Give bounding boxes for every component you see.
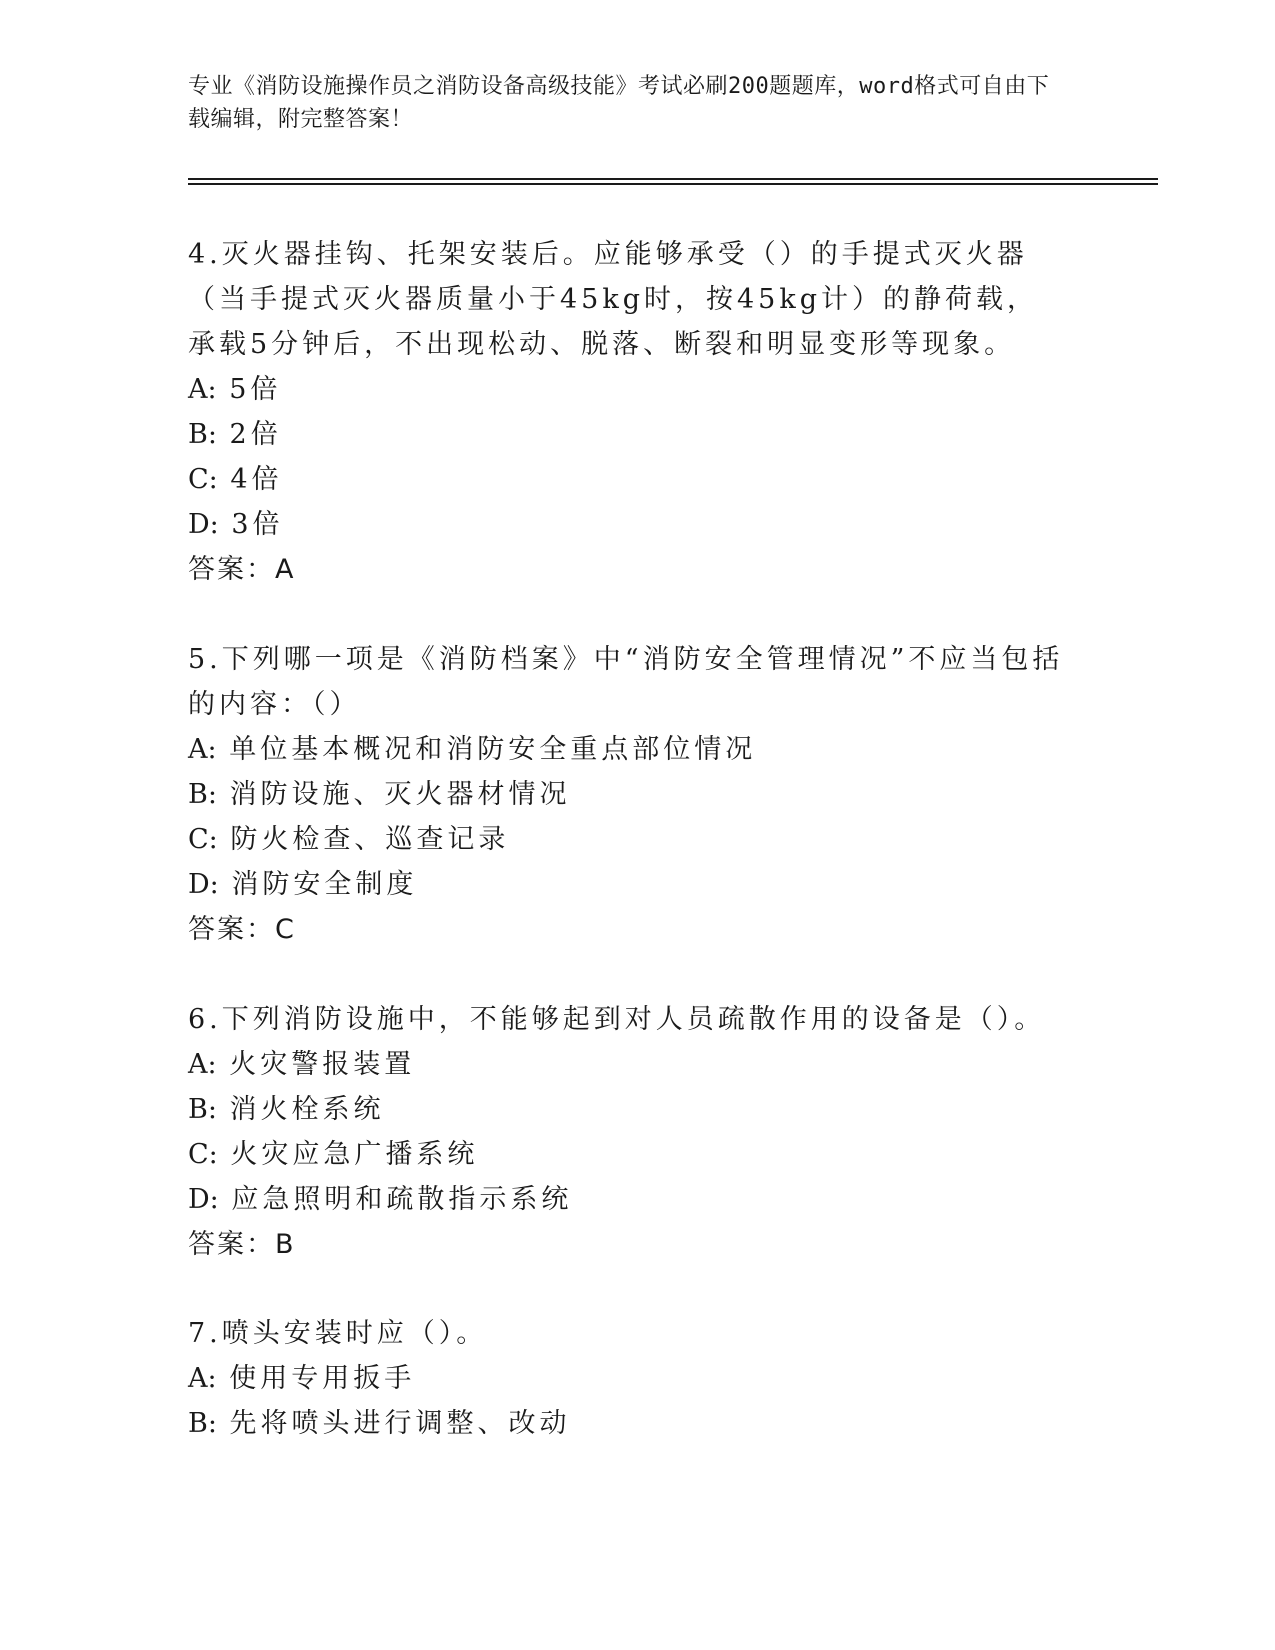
question-stem: 6.下列消防设施中，不能够起到对人员疏散作用的设备是（）。 — [188, 1004, 1046, 1035]
option-c — [188, 457, 1068, 502]
option-text: 先将喷头进行调整、改动 — [229, 1408, 571, 1439]
header-rule-bottom — [188, 183, 1158, 185]
option-letter: C: — [188, 1139, 218, 1170]
answer: 答案：A — [188, 554, 296, 585]
option-b — [188, 772, 1068, 817]
option-letter: A: — [188, 734, 217, 765]
question-4 — [188, 232, 1068, 592]
option-d — [188, 862, 1068, 907]
option-text: 防火检查、巡查记录 — [230, 824, 510, 855]
answer: 答案：B — [188, 1229, 296, 1260]
option-letter: B: — [188, 779, 217, 810]
document-header: 专业《消防设施操作员之消防设备高级技能》考试必刷200题题库，word格式可自由下载编辑，附完整答案！ — [188, 74, 1050, 132]
option-letter: B: — [188, 1094, 217, 1125]
option-b — [188, 1401, 1068, 1446]
option-text: 使用专用扳手 — [229, 1363, 416, 1394]
option-a — [188, 367, 1068, 412]
option-text: 3倍 — [231, 509, 284, 540]
option-text: 应急照明和疏散指示系统 — [231, 1184, 573, 1215]
option-letter: B: — [188, 419, 217, 450]
question-6 — [188, 997, 1068, 1267]
header-rule-top — [188, 178, 1158, 180]
answer: 答案：C — [188, 914, 296, 945]
question-7 — [188, 1311, 1068, 1446]
option-d — [188, 502, 1068, 547]
option-c — [188, 1132, 1068, 1177]
option-text: 5倍 — [229, 374, 282, 405]
option-b — [188, 412, 1068, 457]
option-text: 4倍 — [230, 464, 283, 495]
option-letter: D: — [188, 509, 219, 540]
option-a — [188, 727, 1068, 772]
option-letter: D: — [188, 869, 219, 900]
option-a — [188, 1356, 1068, 1401]
option-text: 消火栓系统 — [229, 1094, 385, 1125]
option-letter: D: — [188, 1184, 219, 1215]
option-text: 火灾应急广播系统 — [230, 1139, 479, 1170]
option-text: 消防安全制度 — [231, 869, 418, 900]
question-stem: 4.灭火器挂钩、托架安装后。应能够承受（）的手提式灭火器（当手提式灭火器质量小于45kg时，按45kg计）的静荷载，承载5分钟后，不出现松动、脱落、断裂和明显变形等现象。 — [188, 239, 1039, 360]
option-text: 消防设施、灭火器材情况 — [229, 779, 571, 810]
option-d — [188, 1177, 1068, 1222]
option-text: 单位基本概况和消防安全重点部位情况 — [229, 734, 757, 765]
option-letter: C: — [188, 824, 218, 855]
question-5 — [188, 637, 1068, 952]
option-letter: C: — [188, 464, 218, 495]
option-text: 2倍 — [229, 419, 282, 450]
question-stem: 7.喷头安装时应（）。 — [188, 1318, 488, 1349]
option-b — [188, 1087, 1068, 1132]
option-c — [188, 817, 1068, 862]
option-letter: A: — [188, 1363, 217, 1394]
option-text: 火灾警报装置 — [229, 1049, 416, 1080]
option-letter: B: — [188, 1408, 217, 1439]
option-letter: A: — [188, 1049, 217, 1080]
option-a — [188, 1042, 1068, 1087]
option-letter: A: — [188, 374, 217, 405]
question-stem: 5.下列哪一项是《消防档案》中“消防安全管理情况”不应当包括的内容：（） — [188, 644, 1064, 720]
